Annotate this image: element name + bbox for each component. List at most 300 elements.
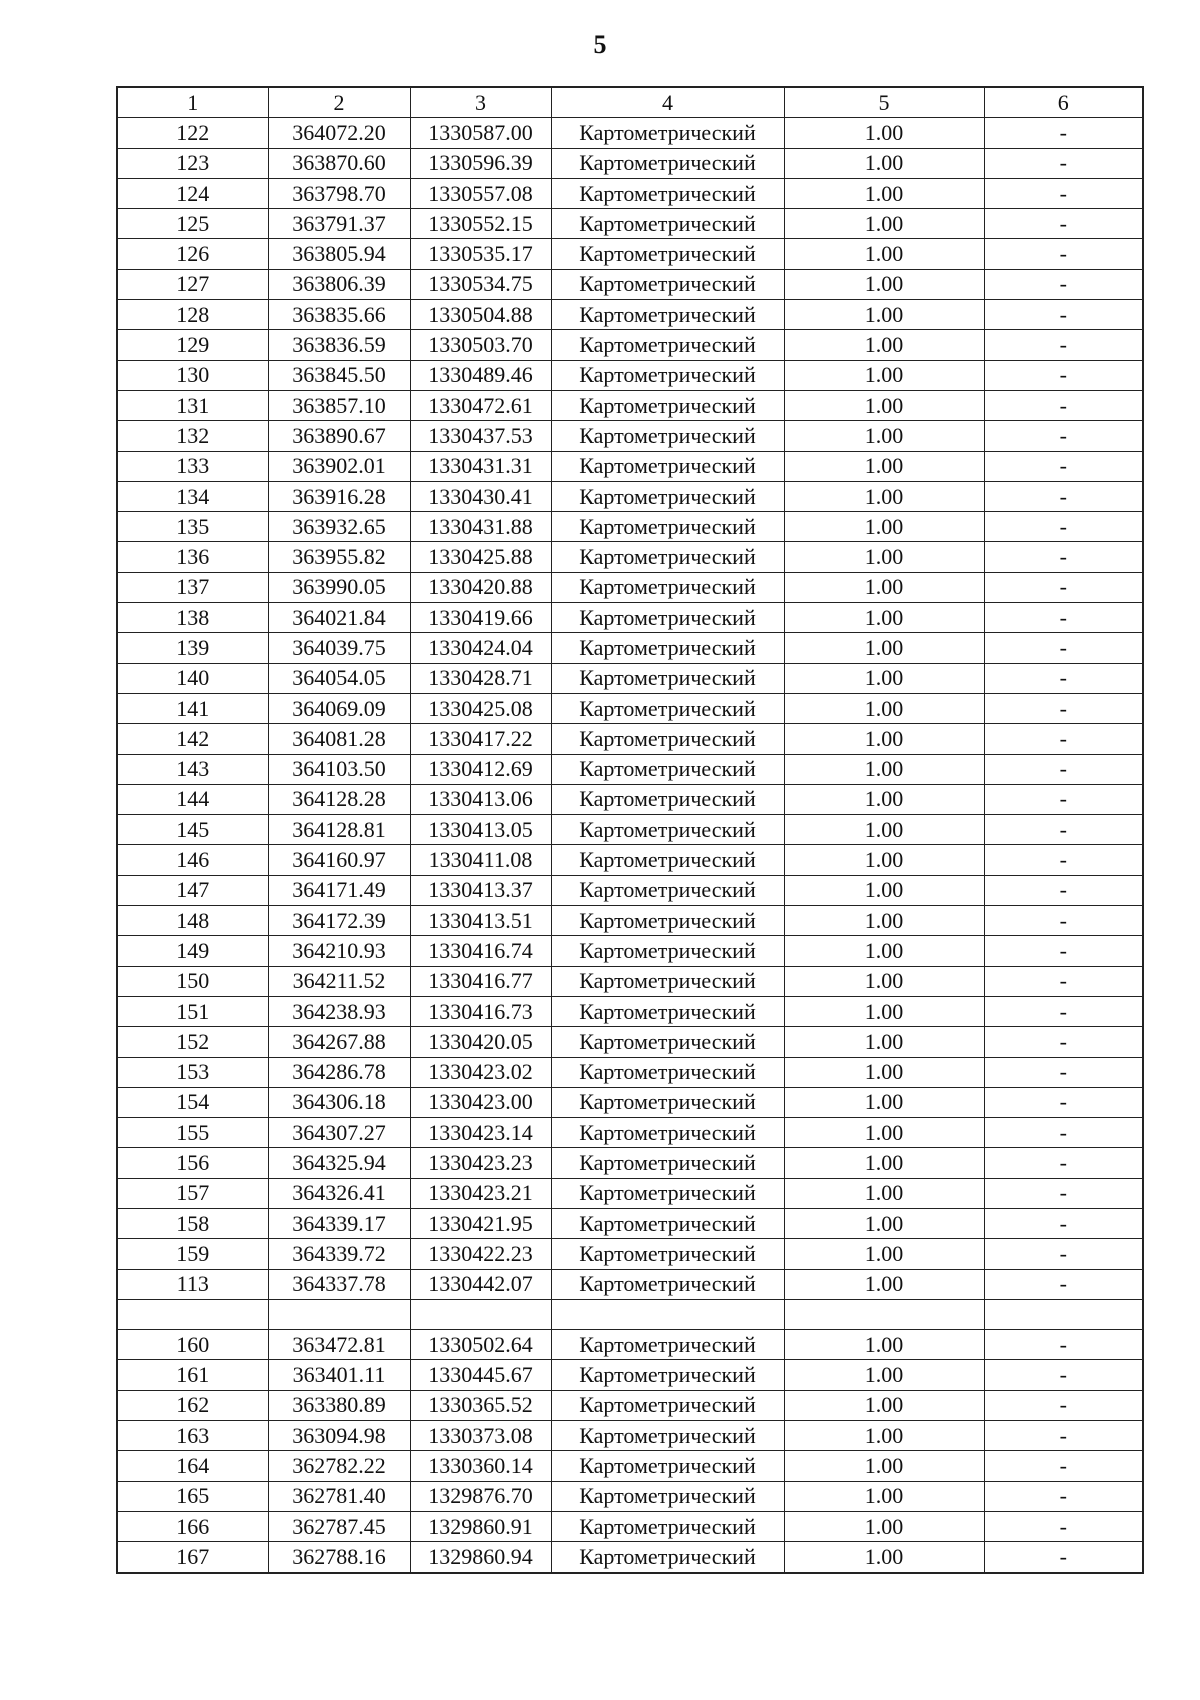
table-row — [117, 936, 1143, 966]
method-cell: Картометрический — [551, 1087, 784, 1117]
note-cell: - — [984, 390, 1143, 420]
point-number-cell: 163 — [117, 1421, 268, 1451]
accuracy-cell: 1.00 — [784, 178, 984, 208]
x-coordinate-cell: 364339.17 — [268, 1208, 410, 1238]
table-row — [117, 118, 1143, 148]
note-cell: - — [984, 178, 1143, 208]
accuracy-cell: 1.00 — [784, 1390, 984, 1420]
accuracy-cell: 1.00 — [784, 421, 984, 451]
y-coordinate-cell: 1330503.70 — [410, 330, 551, 360]
header-cell-2: 2 — [268, 87, 410, 118]
x-coordinate-cell: 364267.88 — [268, 1027, 410, 1057]
x-coordinate-cell: 363791.37 — [268, 209, 410, 239]
accuracy-cell: 1.00 — [784, 1239, 984, 1269]
y-coordinate-cell: 1330413.06 — [410, 784, 551, 814]
point-number-cell: 139 — [117, 633, 268, 663]
table-row — [117, 1299, 1143, 1329]
table-row — [117, 542, 1143, 572]
x-coordinate-cell: 363380.89 — [268, 1390, 410, 1420]
note-cell: - — [984, 936, 1143, 966]
note-cell: - — [984, 724, 1143, 754]
method-cell: Картометрический — [551, 572, 784, 602]
method-cell: Картометрический — [551, 1481, 784, 1511]
method-cell: Картометрический — [551, 390, 784, 420]
accuracy-cell: 1.00 — [784, 1330, 984, 1360]
y-coordinate-cell: 1330472.61 — [410, 390, 551, 420]
table-row — [117, 1451, 1143, 1481]
table-row — [117, 360, 1143, 390]
table-row — [117, 875, 1143, 905]
point-number-cell: 140 — [117, 663, 268, 693]
y-coordinate-cell: 1330419.66 — [410, 603, 551, 633]
y-coordinate-cell: 1330431.31 — [410, 451, 551, 481]
x-coordinate-cell: 364339.72 — [268, 1239, 410, 1269]
table-row — [117, 512, 1143, 542]
point-number-cell: 149 — [117, 936, 268, 966]
table-row — [117, 572, 1143, 602]
y-coordinate-cell — [410, 1299, 551, 1329]
method-cell: Картометрический — [551, 603, 784, 633]
point-number-cell: 128 — [117, 300, 268, 330]
method-cell: Картометрический — [551, 1208, 784, 1238]
x-coordinate-cell: 364054.05 — [268, 663, 410, 693]
table-row — [117, 1330, 1143, 1360]
method-cell: Картометрический — [551, 663, 784, 693]
table-row — [117, 1360, 1143, 1390]
accuracy-cell: 1.00 — [784, 1269, 984, 1299]
note-cell: - — [984, 1057, 1143, 1087]
point-number-cell: 153 — [117, 1057, 268, 1087]
point-number-cell: 152 — [117, 1027, 268, 1057]
note-cell: - — [984, 1360, 1143, 1390]
method-cell: Картометрический — [551, 118, 784, 148]
y-coordinate-cell: 1330430.41 — [410, 481, 551, 511]
point-number-cell: 122 — [117, 118, 268, 148]
header-cell-1: 1 — [117, 87, 268, 118]
point-number-cell: 160 — [117, 1330, 268, 1360]
accuracy-cell: 1.00 — [784, 148, 984, 178]
x-coordinate-cell: 363857.10 — [268, 390, 410, 420]
y-coordinate-cell: 1330373.08 — [410, 1421, 551, 1451]
y-coordinate-cell: 1330534.75 — [410, 269, 551, 299]
x-coordinate-cell: 363472.81 — [268, 1330, 410, 1360]
header-cell-4: 4 — [551, 87, 784, 118]
x-coordinate-cell: 364072.20 — [268, 118, 410, 148]
x-coordinate-cell: 363955.82 — [268, 542, 410, 572]
x-coordinate-cell: 364171.49 — [268, 875, 410, 905]
point-number-cell: 146 — [117, 845, 268, 875]
accuracy-cell: 1.00 — [784, 966, 984, 996]
method-cell: Картометрический — [551, 209, 784, 239]
method-cell: Картометрический — [551, 1451, 784, 1481]
table-row — [117, 1269, 1143, 1299]
method-cell: Картометрический — [551, 300, 784, 330]
note-cell: - — [984, 269, 1143, 299]
coordinates-table — [116, 86, 1144, 1574]
point-number-cell: 141 — [117, 693, 268, 723]
method-cell: Картометрический — [551, 1360, 784, 1390]
method-cell: Картометрический — [551, 1421, 784, 1451]
accuracy-cell: 1.00 — [784, 512, 984, 542]
note-cell: - — [984, 421, 1143, 451]
method-cell: Картометрический — [551, 966, 784, 996]
y-coordinate-cell: 1330417.22 — [410, 724, 551, 754]
note-cell: - — [984, 1239, 1143, 1269]
accuracy-cell: 1.00 — [784, 996, 984, 1026]
point-number-cell: 135 — [117, 512, 268, 542]
table-row — [117, 269, 1143, 299]
method-cell: Картометрический — [551, 845, 784, 875]
table-row — [117, 966, 1143, 996]
y-coordinate-cell: 1330424.04 — [410, 633, 551, 663]
accuracy-cell: 1.00 — [784, 1451, 984, 1481]
note-cell: - — [984, 1330, 1143, 1360]
x-coordinate-cell: 363836.59 — [268, 330, 410, 360]
point-number-cell: 166 — [117, 1511, 268, 1541]
note-cell: - — [984, 1178, 1143, 1208]
point-number-cell: 148 — [117, 906, 268, 936]
y-coordinate-cell: 1330425.08 — [410, 693, 551, 723]
table-row — [117, 390, 1143, 420]
y-coordinate-cell: 1330437.53 — [410, 421, 551, 451]
y-coordinate-cell: 1330412.69 — [410, 754, 551, 784]
point-number-cell: 134 — [117, 481, 268, 511]
method-cell: Картометрический — [551, 996, 784, 1026]
y-coordinate-cell: 1330535.17 — [410, 239, 551, 269]
method-cell: Картометрический — [551, 1057, 784, 1087]
method-cell: Картометрический — [551, 754, 784, 784]
header-cell-3: 3 — [410, 87, 551, 118]
accuracy-cell: 1.00 — [784, 330, 984, 360]
x-coordinate-cell: 364160.97 — [268, 845, 410, 875]
accuracy-cell: 1.00 — [784, 784, 984, 814]
table-row — [117, 1178, 1143, 1208]
table-body — [117, 118, 1143, 1573]
point-number-cell: 147 — [117, 875, 268, 905]
accuracy-cell: 1.00 — [784, 481, 984, 511]
method-cell: Картометрический — [551, 421, 784, 451]
x-coordinate-cell: 364021.84 — [268, 603, 410, 633]
table-row — [117, 1239, 1143, 1269]
x-coordinate-cell: 364238.93 — [268, 996, 410, 1026]
x-coordinate-cell: 364103.50 — [268, 754, 410, 784]
table-row — [117, 1511, 1143, 1541]
note-cell: - — [984, 1269, 1143, 1299]
x-coordinate-cell: 363845.50 — [268, 360, 410, 390]
accuracy-cell: 1.00 — [784, 906, 984, 936]
note-cell: - — [984, 451, 1143, 481]
table-row — [117, 239, 1143, 269]
method-cell — [551, 1299, 784, 1329]
note-cell: - — [984, 1542, 1143, 1573]
y-coordinate-cell: 1329860.94 — [410, 1542, 551, 1573]
accuracy-cell: 1.00 — [784, 269, 984, 299]
table-row — [117, 421, 1143, 451]
table-row — [117, 300, 1143, 330]
table-row — [117, 148, 1143, 178]
y-coordinate-cell: 1330587.00 — [410, 118, 551, 148]
x-coordinate-cell: 363990.05 — [268, 572, 410, 602]
y-coordinate-cell: 1329860.91 — [410, 1511, 551, 1541]
point-number-cell: 155 — [117, 1118, 268, 1148]
table-row — [117, 330, 1143, 360]
method-cell: Картометрический — [551, 481, 784, 511]
method-cell: Картометрический — [551, 1027, 784, 1057]
accuracy-cell: 1.00 — [784, 633, 984, 663]
accuracy-cell: 1.00 — [784, 1511, 984, 1541]
x-coordinate-cell: 364069.09 — [268, 693, 410, 723]
method-cell: Картометрический — [551, 451, 784, 481]
point-number-cell: 159 — [117, 1239, 268, 1269]
point-number-cell: 144 — [117, 784, 268, 814]
note-cell: - — [984, 1390, 1143, 1420]
accuracy-cell: 1.00 — [784, 936, 984, 966]
table-row — [117, 1118, 1143, 1148]
y-coordinate-cell: 1329876.70 — [410, 1481, 551, 1511]
x-coordinate-cell: 364307.27 — [268, 1118, 410, 1148]
y-coordinate-cell: 1330557.08 — [410, 178, 551, 208]
x-coordinate-cell: 364081.28 — [268, 724, 410, 754]
method-cell: Картометрический — [551, 269, 784, 299]
x-coordinate-cell — [268, 1299, 410, 1329]
y-coordinate-cell: 1330360.14 — [410, 1451, 551, 1481]
y-coordinate-cell: 1330411.08 — [410, 845, 551, 875]
note-cell: - — [984, 784, 1143, 814]
point-number-cell: 167 — [117, 1542, 268, 1573]
table-row — [117, 724, 1143, 754]
point-number-cell: 137 — [117, 572, 268, 602]
table-row — [117, 815, 1143, 845]
table-row — [117, 1390, 1143, 1420]
x-coordinate-cell: 364211.52 — [268, 966, 410, 996]
y-coordinate-cell: 1330420.88 — [410, 572, 551, 602]
x-coordinate-cell: 362787.45 — [268, 1511, 410, 1541]
method-cell: Картометрический — [551, 936, 784, 966]
method-cell: Картометрический — [551, 1511, 784, 1541]
y-coordinate-cell: 1330552.15 — [410, 209, 551, 239]
note-cell: - — [984, 118, 1143, 148]
method-cell: Картометрический — [551, 1148, 784, 1178]
note-cell: - — [984, 1511, 1143, 1541]
accuracy-cell: 1.00 — [784, 724, 984, 754]
accuracy-cell: 1.00 — [784, 1178, 984, 1208]
table-row — [117, 663, 1143, 693]
method-cell: Картометрический — [551, 1542, 784, 1573]
point-number-cell: 129 — [117, 330, 268, 360]
y-coordinate-cell: 1330504.88 — [410, 300, 551, 330]
accuracy-cell: 1.00 — [784, 815, 984, 845]
point-number-cell: 136 — [117, 542, 268, 572]
x-coordinate-cell: 364325.94 — [268, 1148, 410, 1178]
note-cell: - — [984, 1421, 1143, 1451]
point-number-cell: 126 — [117, 239, 268, 269]
accuracy-cell: 1.00 — [784, 845, 984, 875]
point-number-cell: 154 — [117, 1087, 268, 1117]
y-coordinate-cell: 1330423.23 — [410, 1148, 551, 1178]
note-cell: - — [984, 663, 1143, 693]
table-row — [117, 906, 1143, 936]
y-coordinate-cell: 1330596.39 — [410, 148, 551, 178]
point-number-cell: 156 — [117, 1148, 268, 1178]
x-coordinate-cell: 363870.60 — [268, 148, 410, 178]
note-cell: - — [984, 1208, 1143, 1238]
x-coordinate-cell: 364039.75 — [268, 633, 410, 663]
note-cell: - — [984, 481, 1143, 511]
point-number-cell: 157 — [117, 1178, 268, 1208]
y-coordinate-cell: 1330416.73 — [410, 996, 551, 1026]
point-number-cell: 158 — [117, 1208, 268, 1238]
header-cell-5: 5 — [784, 87, 984, 118]
method-cell: Картометрический — [551, 239, 784, 269]
point-number-cell: 142 — [117, 724, 268, 754]
x-coordinate-cell: 363805.94 — [268, 239, 410, 269]
accuracy-cell: 1.00 — [784, 1421, 984, 1451]
table-row — [117, 784, 1143, 814]
method-cell: Картометрический — [551, 875, 784, 905]
note-cell — [984, 1299, 1143, 1329]
y-coordinate-cell: 1330428.71 — [410, 663, 551, 693]
point-number-cell: 162 — [117, 1390, 268, 1420]
method-cell: Картометрический — [551, 633, 784, 663]
note-cell: - — [984, 148, 1143, 178]
x-coordinate-cell: 363798.70 — [268, 178, 410, 208]
table-row — [117, 633, 1143, 663]
accuracy-cell: 1.00 — [784, 572, 984, 602]
table-row — [117, 1027, 1143, 1057]
method-cell: Картометрический — [551, 178, 784, 208]
point-number-cell: 123 — [117, 148, 268, 178]
note-cell: - — [984, 360, 1143, 390]
y-coordinate-cell: 1330423.21 — [410, 1178, 551, 1208]
point-number-cell: 150 — [117, 966, 268, 996]
table-row — [117, 1148, 1143, 1178]
accuracy-cell: 1.00 — [784, 1208, 984, 1238]
point-number-cell: 164 — [117, 1451, 268, 1481]
header-cell-6: 6 — [984, 87, 1143, 118]
method-cell: Картометрический — [551, 542, 784, 572]
point-number-cell: 143 — [117, 754, 268, 784]
note-cell: - — [984, 996, 1143, 1026]
note-cell: - — [984, 815, 1143, 845]
method-cell: Картометрический — [551, 148, 784, 178]
note-cell: - — [984, 1481, 1143, 1511]
note-cell: - — [984, 512, 1143, 542]
point-number-cell: 133 — [117, 451, 268, 481]
table-row — [117, 1087, 1143, 1117]
method-cell: Картометрический — [551, 1269, 784, 1299]
point-number-cell: 113 — [117, 1269, 268, 1299]
y-coordinate-cell: 1330421.95 — [410, 1208, 551, 1238]
point-number-cell: 145 — [117, 815, 268, 845]
y-coordinate-cell: 1330420.05 — [410, 1027, 551, 1057]
y-coordinate-cell: 1330416.74 — [410, 936, 551, 966]
accuracy-cell: 1.00 — [784, 1542, 984, 1573]
accuracy-cell: 1.00 — [784, 542, 984, 572]
point-number-cell — [117, 1299, 268, 1329]
method-cell: Картометрический — [551, 1390, 784, 1420]
note-cell: - — [984, 906, 1143, 936]
x-coordinate-cell: 364128.28 — [268, 784, 410, 814]
note-cell: - — [984, 1118, 1143, 1148]
accuracy-cell: 1.00 — [784, 1360, 984, 1390]
x-coordinate-cell: 362788.16 — [268, 1542, 410, 1573]
accuracy-cell — [784, 1299, 984, 1329]
y-coordinate-cell: 1330423.02 — [410, 1057, 551, 1087]
method-cell: Картометрический — [551, 784, 784, 814]
x-coordinate-cell: 362782.22 — [268, 1451, 410, 1481]
note-cell: - — [984, 1148, 1143, 1178]
accuracy-cell: 1.00 — [784, 1481, 984, 1511]
method-cell: Картометрический — [551, 1239, 784, 1269]
note-cell: - — [984, 572, 1143, 602]
note-cell: - — [984, 875, 1143, 905]
note-cell: - — [984, 845, 1143, 875]
method-cell: Картометрический — [551, 330, 784, 360]
accuracy-cell: 1.00 — [784, 360, 984, 390]
x-coordinate-cell: 364128.81 — [268, 815, 410, 845]
point-number-cell: 132 — [117, 421, 268, 451]
y-coordinate-cell: 1330423.00 — [410, 1087, 551, 1117]
note-cell: - — [984, 1451, 1143, 1481]
x-coordinate-cell: 364172.39 — [268, 906, 410, 936]
accuracy-cell: 1.00 — [784, 239, 984, 269]
method-cell: Картометрический — [551, 693, 784, 723]
accuracy-cell: 1.00 — [784, 300, 984, 330]
point-number-cell: 125 — [117, 209, 268, 239]
y-coordinate-cell: 1330423.14 — [410, 1118, 551, 1148]
point-number-cell: 131 — [117, 390, 268, 420]
accuracy-cell: 1.00 — [784, 1148, 984, 1178]
note-cell: - — [984, 1027, 1143, 1057]
accuracy-cell: 1.00 — [784, 118, 984, 148]
y-coordinate-cell: 1330445.67 — [410, 1360, 551, 1390]
table-row — [117, 481, 1143, 511]
table-row — [117, 209, 1143, 239]
table-row — [117, 1542, 1143, 1573]
page-number: 5 — [593, 30, 607, 59]
table-row — [117, 996, 1143, 1026]
point-number-cell: 124 — [117, 178, 268, 208]
accuracy-cell: 1.00 — [784, 1087, 984, 1117]
table-row — [117, 754, 1143, 784]
accuracy-cell: 1.00 — [784, 875, 984, 905]
method-cell: Картометрический — [551, 512, 784, 542]
note-cell: - — [984, 542, 1143, 572]
y-coordinate-cell: 1330413.37 — [410, 875, 551, 905]
accuracy-cell: 1.00 — [784, 1118, 984, 1148]
x-coordinate-cell: 363806.39 — [268, 269, 410, 299]
method-cell: Картометрический — [551, 1118, 784, 1148]
x-coordinate-cell: 363094.98 — [268, 1421, 410, 1451]
x-coordinate-cell: 364286.78 — [268, 1057, 410, 1087]
note-cell: - — [984, 209, 1143, 239]
x-coordinate-cell: 363916.28 — [268, 481, 410, 511]
note-cell: - — [984, 239, 1143, 269]
table-row — [117, 1208, 1143, 1238]
point-number-cell: 165 — [117, 1481, 268, 1511]
accuracy-cell: 1.00 — [784, 603, 984, 633]
y-coordinate-cell: 1330422.23 — [410, 1239, 551, 1269]
method-cell: Картометрический — [551, 1330, 784, 1360]
y-coordinate-cell: 1330442.07 — [410, 1269, 551, 1299]
note-cell: - — [984, 330, 1143, 360]
point-number-cell: 138 — [117, 603, 268, 633]
point-number-cell: 151 — [117, 996, 268, 1026]
table-header-row — [117, 87, 1143, 118]
note-cell: - — [984, 300, 1143, 330]
accuracy-cell: 1.00 — [784, 1057, 984, 1087]
x-coordinate-cell: 363932.65 — [268, 512, 410, 542]
